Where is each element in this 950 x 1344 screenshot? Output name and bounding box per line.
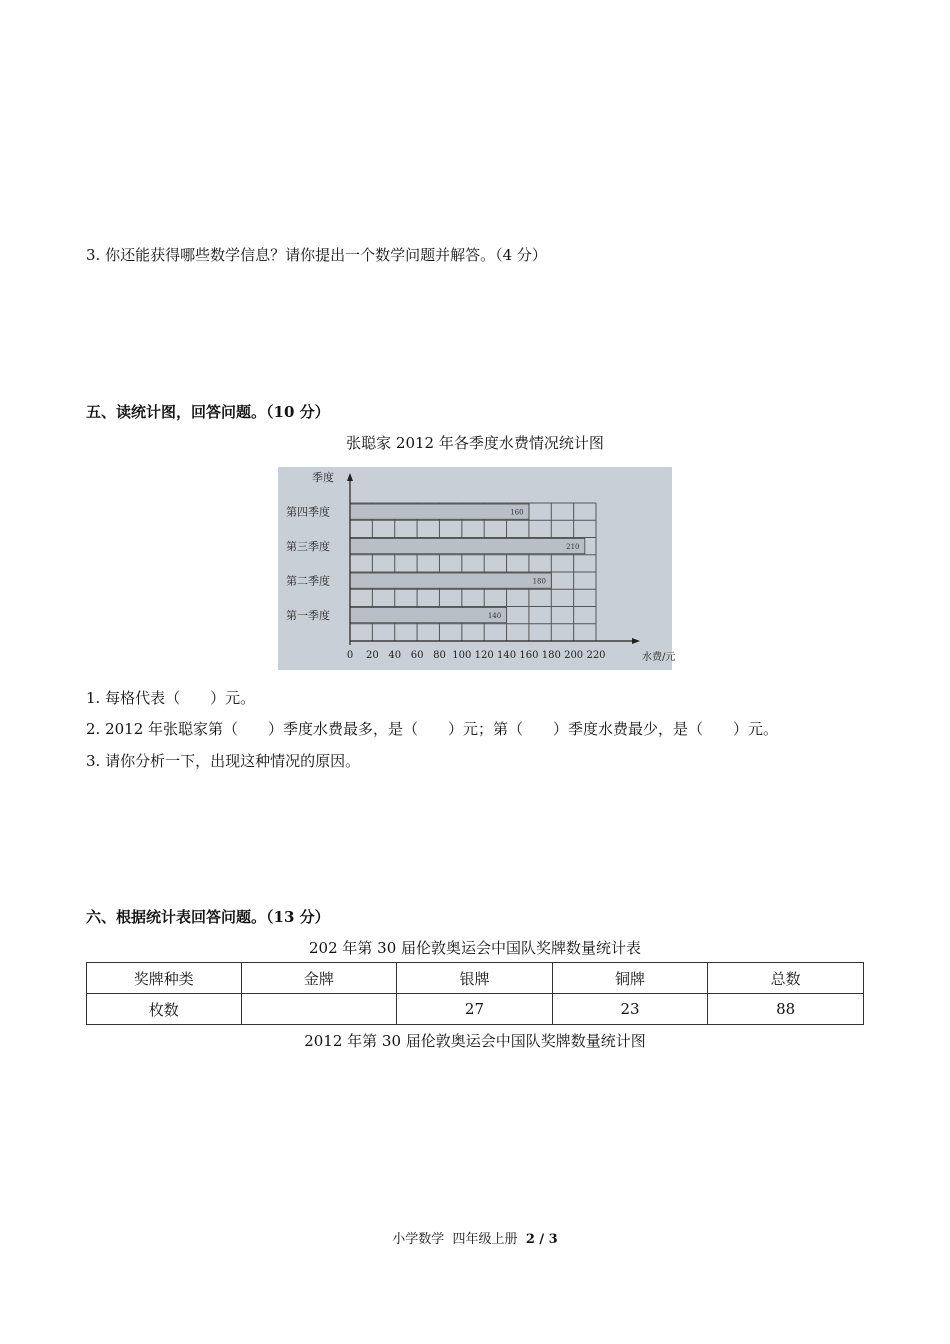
category-label: 第一季度: [286, 609, 330, 623]
footer-page: 2 / 3: [525, 1232, 558, 1247]
bar-3: [350, 573, 551, 588]
x-tick-label: 220: [586, 650, 606, 661]
header-cell: 奖牌种类: [87, 963, 242, 994]
footer-grade: 四年级上册: [452, 1232, 518, 1247]
question-5-2: 2. 2012 年张聪家第（ ）季度水费最多，是（ ）元；第（ ）季度水费最少，是（ ）元。: [86, 720, 779, 738]
x-tick-label: 120: [474, 650, 494, 661]
section-6-title: 六、根据统计表回答问题。（13 分）: [86, 908, 330, 926]
table-title: 202 年第 30 届伦敦奥运会中国队奖牌数量统计表: [308, 939, 642, 957]
x-tick-label: 180: [541, 650, 561, 661]
bar-value-label: 140: [487, 612, 502, 621]
x-tick-label: 100: [452, 650, 472, 661]
x-tick-label: 0: [346, 650, 354, 661]
table-row: [87, 994, 864, 1025]
x-tick-label: 140: [496, 650, 517, 661]
question-5-3: 3. 请你分析一下，出现这种情况的原因。: [86, 752, 361, 770]
row-label-cell: 枚数: [87, 994, 242, 1025]
header-cell: 银牌: [397, 963, 553, 994]
x-axis-arrow: [632, 638, 640, 644]
question-5-1: 1. 每格代表（ ）元。: [86, 689, 256, 707]
water-fee-chart: [278, 467, 676, 670]
medal-table: [86, 962, 864, 1025]
question-4-3: 3. 你还能获得哪些数学信息？请你提出一个数学问题并解答。（4 分）: [86, 246, 547, 264]
category-label: 第四季度: [286, 505, 330, 519]
bar-value-label: 160: [510, 508, 524, 517]
bronze-count-cell: 23: [552, 994, 708, 1025]
header-cell: 铜牌: [552, 963, 708, 994]
table-header-row: [87, 963, 864, 994]
x-axis-label: 水费/元: [642, 652, 676, 663]
bar-value-label: 180: [532, 577, 546, 586]
page-footer: [0, 1228, 950, 1247]
y-axis-arrow: [347, 473, 353, 481]
gold-count-cell[interactable]: [241, 994, 397, 1025]
x-tick-label: 40: [388, 650, 402, 661]
total-count-cell: 88: [708, 994, 864, 1025]
x-tick-label: 20: [365, 650, 379, 661]
x-tick-label: 80: [433, 650, 446, 661]
bar-1: [350, 504, 529, 519]
section-5-title: 五、读统计图，回答问题。（10 分）: [86, 403, 330, 421]
y-axis-label: 季度: [312, 471, 334, 484]
x-tick-label: 60: [410, 650, 424, 661]
category-label: 第二季度: [286, 574, 330, 588]
chart-title: 张聪家 2012 年各季度水费情况统计图: [346, 434, 604, 452]
x-tick-label: 160: [519, 650, 539, 661]
chart-svg: [278, 467, 676, 670]
x-tick-label: 200: [564, 650, 584, 661]
bar-4: [350, 608, 507, 623]
bar-value-label: 210: [566, 543, 580, 552]
medal-chart-title: 2012 年第 30 届伦敦奥运会中国队奖牌数量统计图: [304, 1032, 646, 1050]
footer-subject: 小学数学: [392, 1232, 445, 1247]
category-label: 第三季度: [286, 540, 330, 554]
header-cell: 金牌: [241, 963, 397, 994]
silver-count-cell: 27: [397, 994, 553, 1025]
bar-2: [350, 539, 585, 554]
header-cell: 总数: [708, 963, 864, 994]
